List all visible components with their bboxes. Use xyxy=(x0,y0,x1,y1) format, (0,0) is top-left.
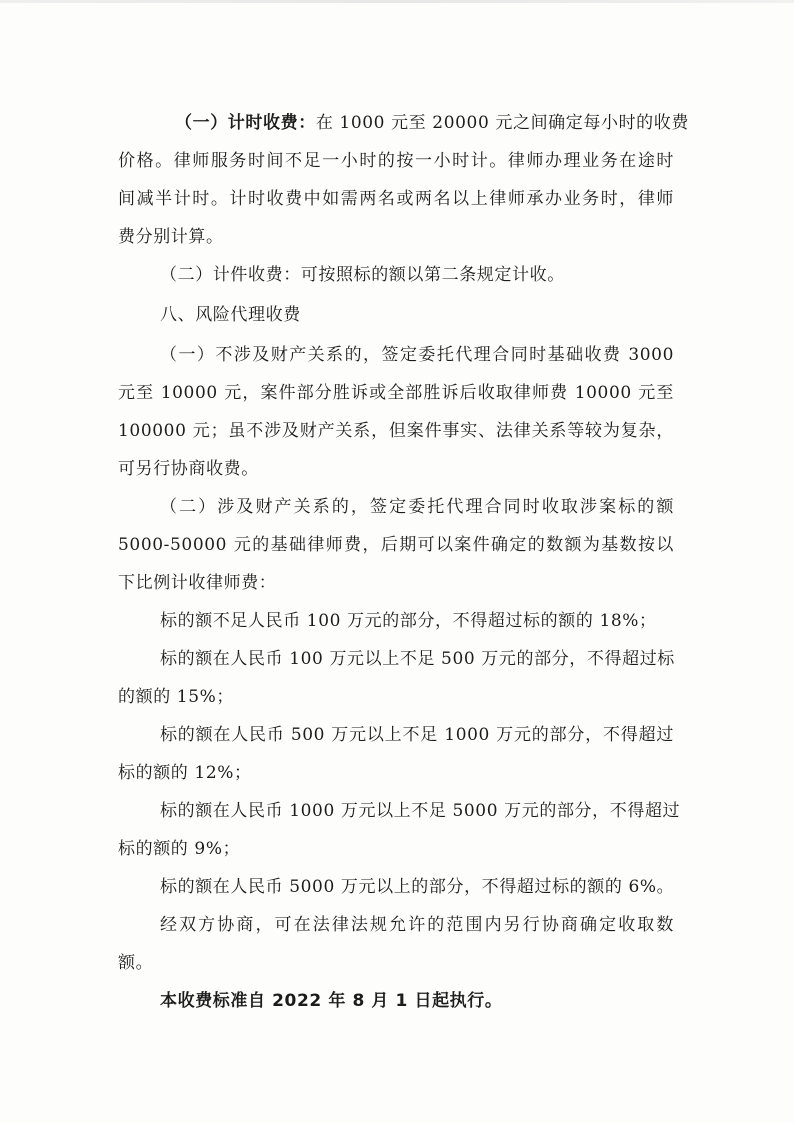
section-eight-heading: 八、风险代理收费 xyxy=(160,305,301,325)
risk-fee-1-line-3: 100000 元；虽不涉及财产关系，但案件事实、法律关系等较为复杂， xyxy=(118,421,674,441)
hourly-fee-line-1 xyxy=(175,111,689,135)
tier-3-line-2: 标的额的 12%； xyxy=(118,763,252,783)
negotiation-line-1: 经双方协商，可在法律法规允许的范围内另行协商确定收取数 xyxy=(160,915,674,935)
hourly-fee-line-4: 费分别计算。 xyxy=(118,227,224,247)
tier-3-line-1: 标的额在人民币 500 万元以上不足 1000 万元的部分，不得超过 xyxy=(160,725,674,745)
tier-4-line-1: 标的额在人民币 1000 万元以上不足 5000 万元的部分，不得超过 xyxy=(160,801,681,821)
tier-2-line-2: 的额的 15%； xyxy=(118,687,234,707)
hourly-fee-line-2: 价格。律师服务时间不足一小时的按一小时计。律师办理业务在途时 xyxy=(118,151,674,171)
risk-fee-2-line-2: 5000-50000 元的基础律师费，后期可以案件确定的数额为基数按以 xyxy=(118,535,674,555)
risk-fee-2-line-1: （二）涉及财产关系的，签定委托代理合同时收取涉案标的额 xyxy=(160,497,674,517)
risk-fee-2-line-3: 下比例计收律师费： xyxy=(118,573,277,593)
tier-4-line-2: 标的额的 9%； xyxy=(118,839,241,859)
hourly-fee-text: 在 1000 元至 20000 元之间确定每小时的收费 xyxy=(315,113,689,133)
piece-fee-paragraph: （二）计件收费：可按照标的额以第二条规定计收。 xyxy=(160,265,565,285)
effective-date: 本收费标准自 2022 年 8 月 1 日起执行。 xyxy=(160,991,503,1011)
hourly-fee-line-3: 间减半计时。计时收费中如需两名或两名以上律师承办业务时，律师 xyxy=(118,189,674,209)
tier-5: 标的额在人民币 5000 万元以上的部分，不得超过标的额的 6%。 xyxy=(160,877,675,897)
tier-2-line-1: 标的额在人民币 100 万元以上不足 500 万元的部分，不得超过标 xyxy=(160,649,675,669)
risk-fee-1-line-2: 元至 10000 元，案件部分胜诉或全部胜诉后收取律师费 10000 元至 xyxy=(118,383,674,403)
tier-1: 标的额不足人民币 100 万元的部分，不得超过标的额的 18%； xyxy=(160,611,657,631)
risk-fee-1-line-4: 可另行协商收费。 xyxy=(118,459,259,479)
hourly-fee-label: （一）计时收费： xyxy=(175,113,316,133)
negotiation-line-2: 额。 xyxy=(118,953,154,973)
risk-fee-1-line-1: （一）不涉及财产关系的，签定委托代理合同时基础收费 3000 xyxy=(160,345,674,365)
